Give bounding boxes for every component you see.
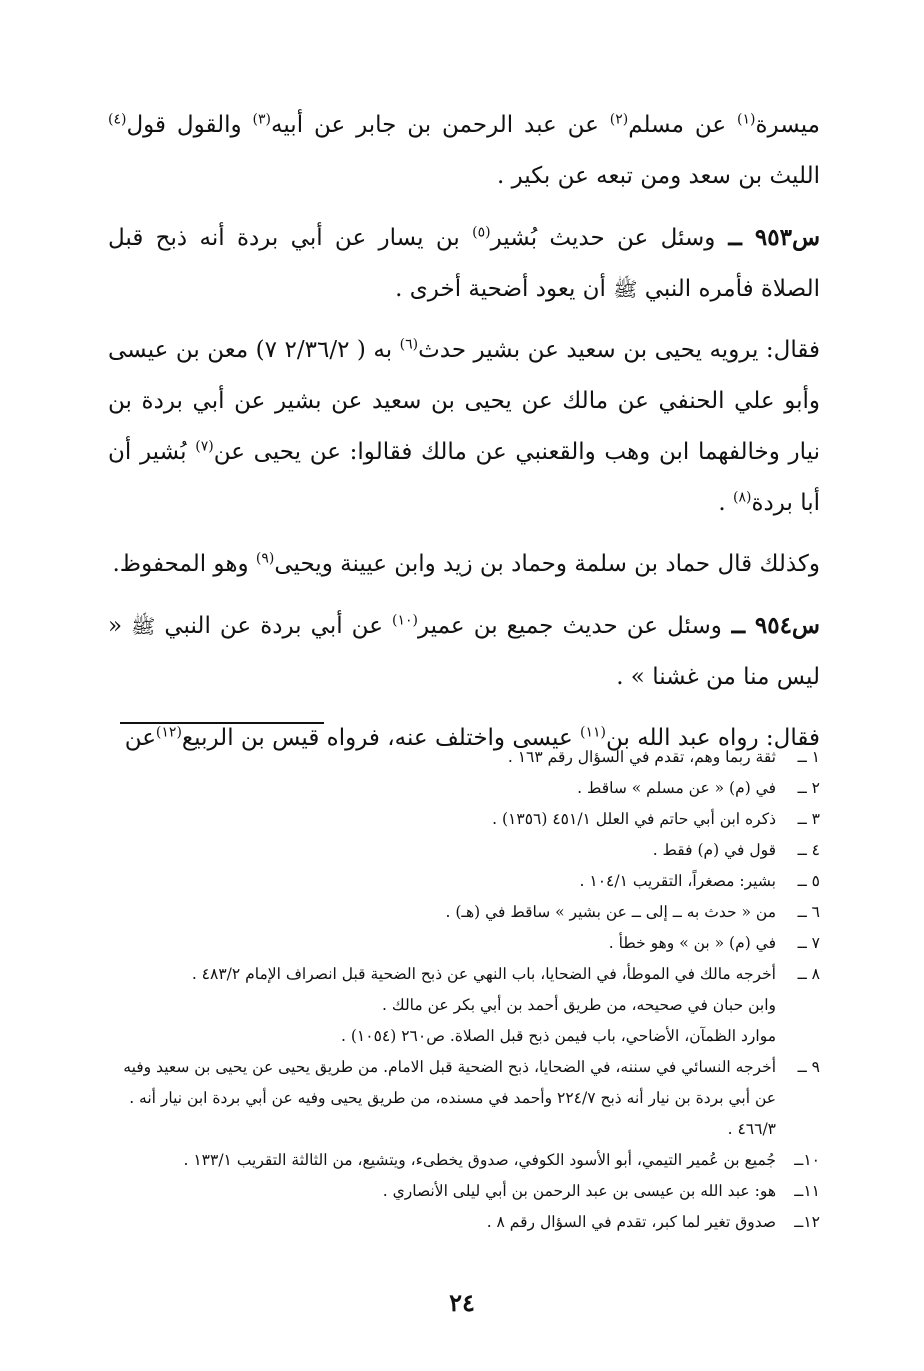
footnote-line: من « حدث به ــ إلى ــ عن بشير » ساقط في (هـ) . — [445, 903, 776, 921]
text-run: الليث بن سعد ومن تبعه عن بكير . — [496, 163, 820, 189]
footnote-item — [108, 1207, 820, 1238]
dash: ــ — [715, 224, 755, 251]
footnote-number: ٤ ــ — [797, 841, 820, 859]
text-run: عن — [124, 725, 156, 751]
footnote-item — [108, 1176, 820, 1207]
question-number: س٩٥٣ — [754, 224, 821, 251]
dash: ــ — [721, 612, 755, 639]
footnote-ref[interactable]: (٥) — [472, 224, 491, 241]
footnote-ref[interactable]: (١٢) — [155, 724, 182, 741]
footnote-text — [108, 835, 776, 866]
footnote-line: قول في (م) فقط . — [652, 841, 776, 859]
text-run: عن مسلم — [628, 112, 737, 138]
footnote-item — [108, 928, 820, 959]
text-run: ميسرة — [755, 112, 820, 138]
footnote-line: في (م) « عن مسلم » ساقط . — [577, 779, 776, 797]
footnote-item — [108, 1052, 820, 1145]
text-run: وسئل عن حديث جميع بن عمير — [417, 613, 722, 639]
footnote-ref[interactable]: (٦) — [399, 336, 419, 353]
footnote-text — [108, 1207, 776, 1238]
footnote-text — [108, 928, 776, 959]
footnote-number: ١٢ــ — [794, 1213, 820, 1231]
text-run: وهو المحفوظ. — [112, 551, 256, 577]
footnote-item — [108, 959, 820, 1052]
footnote-ref[interactable]: (٢) — [609, 111, 629, 128]
footnote-ref[interactable]: (١٠) — [392, 612, 418, 629]
footnote-number: ٣ ــ — [797, 810, 820, 828]
text-run: وسئل عن حديث بُشير — [490, 225, 716, 251]
answer-953 — [108, 325, 820, 529]
footnote-text — [108, 959, 776, 1052]
question-953 — [108, 212, 820, 315]
footnote-line: وابن حبان في صحيحه، من طريق أحمد بن أبي بكر عن مالك . — [382, 996, 776, 1014]
footnote-ref[interactable]: (١١) — [580, 724, 606, 741]
footnote-number: ٨ ــ — [797, 965, 820, 983]
footnote-line: بشير: مصغراً، التقريب ١٠٤/١ . — [579, 872, 776, 890]
paragraph-kadhalik — [108, 539, 820, 590]
text-run: عن أبي بردة عن النبي — [155, 613, 392, 639]
text-run: . — [718, 490, 734, 516]
footnote-ref[interactable]: (٨) — [733, 489, 752, 506]
footnote-number: ٢ ــ — [797, 779, 820, 797]
text-run: فقال: رواه عبد الله بن — [606, 725, 820, 751]
footnote-item — [108, 835, 820, 866]
footnote-number: ٩ ــ — [797, 1058, 820, 1076]
footnote-text — [108, 897, 776, 928]
footnote-ref[interactable]: (٩) — [255, 550, 275, 567]
footnote-text — [108, 866, 776, 897]
text-run: وكذلك قال حماد بن سلمة وحماد بن زيد وابن عيينة ويحيى — [274, 551, 820, 577]
footnote-number: ٥ ــ — [797, 872, 820, 890]
footnote-item — [108, 866, 820, 897]
footnote-item — [108, 1145, 820, 1176]
footnote-ref[interactable]: (٧) — [195, 438, 214, 455]
footnote-text — [108, 1052, 776, 1145]
text-run: بن يسار عن أبي بردة أنه ذبح قبل الصلاة فأمره النبي — [108, 225, 820, 302]
salawat-glyph: ﷺ — [131, 614, 156, 638]
footnote-item — [108, 804, 820, 835]
footnote-text — [108, 773, 776, 804]
footnote-ref[interactable]: (١) — [736, 111, 756, 128]
footnote-text — [108, 742, 776, 773]
footnote-line: أخرجه مالك في الموطأ، في الضحايا، باب النهي عن ذبح الضحية قبل انصراف الإمام ٤٨٣/٢ . — [191, 965, 776, 983]
footnote-line: جُميع بن عُمير التيمي، أبو الأسود الكوفي، صدوق يخطىء، ويتشيع، من الثالثة التقريب ١٣٣/١ . — [183, 1151, 776, 1169]
text-run: عن عبد الرحمن بن جابر عن أبيه — [271, 112, 610, 138]
footnote-line: ذكره ابن أبي حاتم في العلل ٤٥١/١ (١٣٥٦) . — [492, 810, 776, 828]
footnote-line: ثقة ربما وهم، تقدم في السؤال رقم ١٦٣ . — [507, 748, 776, 766]
footnote-item — [108, 773, 820, 804]
footnote-ref[interactable]: (٤) — [108, 111, 127, 128]
footnote-text — [108, 1145, 776, 1176]
text-run: بُشير أن أبا بردة — [108, 439, 820, 516]
footnote-number: ١٠ــ — [794, 1151, 820, 1169]
text-run: فقال: يرويه يحيى بن سعيد عن بشير حدث — [418, 337, 820, 363]
question-954 — [108, 600, 820, 703]
footnote-text — [108, 1176, 776, 1207]
paragraph-isnad-continuation — [108, 100, 820, 202]
footnote-line: موارد الظمآن، الأضاحي، باب فيمن ذبح قبل الصلاة. ص٢٦٠ (١٠٥٤) . — [341, 1027, 776, 1045]
footnote-item — [108, 742, 820, 773]
text-run: أن يعود أضحية أخرى . — [395, 276, 614, 302]
salawat-glyph: ﷺ — [613, 277, 638, 301]
footnote-item — [108, 897, 820, 928]
footnote-number: ١ ــ — [797, 748, 820, 766]
text-run: به ( ٢/٣٦/٢ ٧) معن بن عيسى وأبو علي الحنفي عن مالك عن يحيى بن سعيد عن بشير عن أبي بردة بن نيار وخالفهما ابن وهب والقعنبي عن مالك فقالوا: عن يحيى عن — [108, 337, 820, 465]
text-run: « ليس منا من غشنا » . — [108, 613, 820, 690]
footnotes-list — [108, 742, 820, 1238]
footnote-line: صدوق تغير لما كبر، تقدم في السؤال رقم ٨ . — [486, 1213, 776, 1231]
footnote-line: أخرجه النسائي في سننه، في الضحايا، ذبح الضحية قبل الامام. من طريق يحيى عن يحيى بن سعيد وفيه عن أبي بردة بن نيار أنه ذبح ٢٢٤/٧ وأحمد في مسنده، من طريق يحيى وفيه عن أبي بردة ابن نيار أنه . ٤٦٦/٣ . — [123, 1058, 776, 1138]
footnote-number: ٦ ــ — [797, 903, 820, 921]
footnote-divider — [120, 722, 324, 724]
page-number: ٢٤ — [449, 1288, 475, 1317]
footnote-line: هو: عبد الله بن عيسى بن عبد الرحمن بن أبي ليلى الأنصاري . — [382, 1182, 776, 1200]
main-text — [108, 100, 820, 774]
footnote-number: ٧ ــ — [797, 934, 820, 952]
footnote-line: في (م) « بن » وهو خطأ . — [608, 934, 776, 952]
footnote-number: ١١ــ — [794, 1182, 820, 1200]
footnote-ref[interactable]: (٣) — [252, 111, 272, 128]
text-run: عيسى واختلف عنه، فرواه قيس بن الربيع — [181, 725, 581, 751]
question-number: س٩٥٤ — [754, 612, 820, 639]
text-run: والقول قول — [126, 112, 253, 138]
footnote-text — [108, 804, 776, 835]
